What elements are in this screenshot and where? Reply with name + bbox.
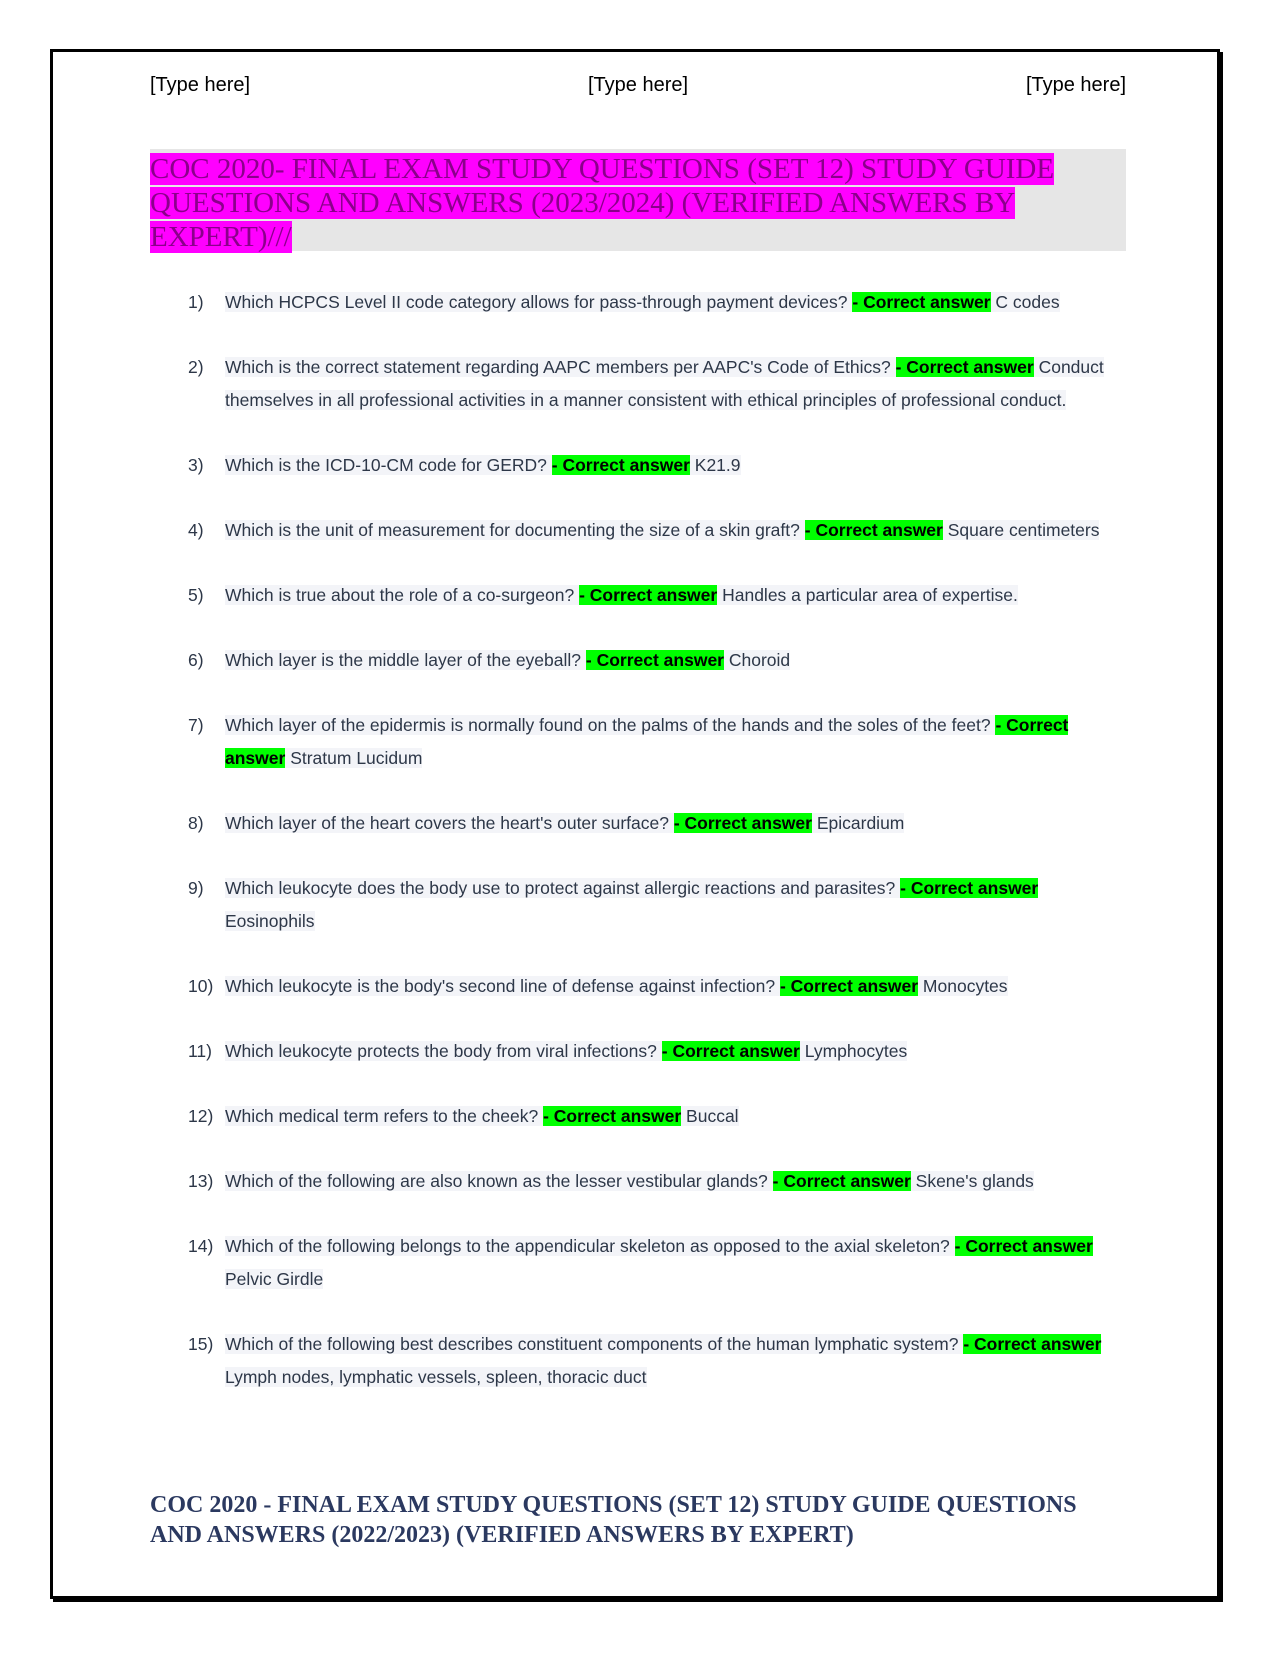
question-list: [150, 286, 1126, 1426]
question-content: [225, 813, 904, 833]
question-content: [225, 1334, 1101, 1387]
header-left-placeholder: [Type here]: [150, 74, 251, 96]
title-line-1: COC 2020- FINAL EXAM STUDY QUESTIONS (SET 12) STUDY GUIDE: [150, 153, 1055, 185]
question-item: [150, 514, 1126, 547]
question-content: [225, 1106, 739, 1126]
question-item: [150, 579, 1126, 612]
correct-answer-tag: - Correct answer: [963, 1334, 1102, 1354]
question-content: [225, 520, 1099, 540]
question-item: [150, 449, 1126, 482]
header-center-placeholder: [Type here]: [587, 74, 689, 96]
answer-text: Square centimeters: [947, 520, 1100, 540]
page-header: [150, 74, 1126, 104]
question-number: 6): [188, 650, 204, 670]
answer-text: Pelvic Girdle: [225, 1269, 324, 1289]
answer-text: Conduct themselves in all professional activities in a manner consistent with ethical principles of professional conduct.: [225, 357, 1104, 410]
correct-answer-tag: - Correct answer: [579, 585, 718, 605]
question-text: Which medical term refers to the cheek?: [225, 1106, 539, 1126]
question-number: 15): [188, 1334, 214, 1354]
question-item: [150, 709, 1126, 775]
question-number: 11): [188, 1041, 212, 1061]
question-item: [150, 1035, 1126, 1068]
question-text: Which of the following belongs to the appendicular skeleton as opposed to the axial skeleton?: [225, 1236, 950, 1256]
question-text: Which leukocyte is the body's second line of defense against infection?: [225, 976, 776, 996]
question-number: 1): [188, 292, 204, 312]
question-text: Which is the ICD-10-CM code for GERD?: [225, 455, 547, 475]
question-text: Which is true about the role of a co-surgeon?: [225, 585, 575, 605]
question-content: [225, 1236, 1093, 1289]
footer-title: [150, 1490, 1126, 1550]
question-content: [225, 292, 1060, 312]
question-item: [150, 644, 1126, 677]
question-text: Which leukocyte protects the body from viral infections?: [225, 1041, 657, 1061]
question-content: [225, 976, 1008, 996]
question-number: 10): [188, 976, 214, 996]
document-title-block: [150, 149, 1126, 251]
answer-text: Skene's glands: [915, 1171, 1034, 1191]
correct-answer-tag: - Correct answer: [900, 878, 1039, 898]
correct-answer-tag: - Correct answer: [779, 976, 919, 996]
question-content: [225, 650, 790, 670]
question-item: [150, 1328, 1126, 1394]
answer-text: K21.9: [694, 455, 741, 475]
question-content: [225, 585, 1018, 605]
document-title: [150, 152, 1126, 254]
question-number: 4): [188, 520, 204, 540]
footer-line-2: AND ANSWERS (2022/2023) (VERIFIED ANSWERS BY EXPERT): [150, 1522, 854, 1548]
answer-text: Handles a particular area of expertise.: [722, 585, 1018, 605]
question-content: [225, 1171, 1034, 1191]
question-text: Which of the following best describes constituent components of the human lymphatic system?: [225, 1334, 959, 1354]
question-item: [150, 970, 1126, 1003]
correct-answer-tag: - Correct answer: [551, 455, 690, 475]
question-content: [225, 357, 1104, 410]
question-content: [225, 1041, 907, 1061]
question-item: [150, 1100, 1126, 1133]
answer-text: Epicardium: [816, 813, 905, 833]
title-line-2: QUESTIONS AND ANSWERS (2023/2024) (VERIFIED ANSWERS BY: [150, 187, 1016, 219]
question-number: 13): [188, 1171, 214, 1191]
answer-text: Stratum Lucidum: [290, 748, 423, 768]
question-content: [225, 455, 741, 475]
correct-answer-tag: - Correct answer: [954, 1236, 1093, 1256]
question-content: [225, 878, 1038, 931]
question-text: Which leukocyte does the body use to protect against allergic reactions and parasites?: [225, 878, 896, 898]
question-text: Which is the unit of measurement for documenting the size of a skin graft?: [225, 520, 800, 540]
question-item: [150, 351, 1126, 417]
question-number: 3): [188, 455, 204, 475]
question-item: [150, 872, 1126, 938]
answer-text: Eosinophils: [225, 911, 315, 931]
question-text: Which is the correct statement regarding AAPC members per AAPC's Code of Ethics?: [225, 357, 891, 377]
correct-answer-tag: - Correct answer: [895, 357, 1034, 377]
question-number: 5): [188, 585, 204, 605]
footer-line-1: COC 2020 - FINAL EXAM STUDY QUESTIONS (SET 12) STUDY GUIDE QUESTIONS: [150, 1492, 1077, 1518]
question-number: 14): [188, 1236, 214, 1256]
correct-answer-tag: - Correct answer: [585, 650, 724, 670]
question-text: Which layer of the heart covers the heart's outer surface?: [225, 813, 669, 833]
question-number: 7): [188, 715, 204, 735]
question-number: 12): [188, 1106, 214, 1126]
correct-answer-tag: - Correct answer: [661, 1041, 800, 1061]
answer-text: Lymph nodes, lymphatic vessels, spleen, thoracic duct: [225, 1367, 647, 1387]
question-content: [225, 715, 1068, 768]
question-text: Which layer is the middle layer of the eyeball?: [225, 650, 582, 670]
question-item: [150, 1230, 1126, 1296]
correct-answer-tag: - Correct answer: [772, 1171, 911, 1191]
question-item: [150, 1165, 1126, 1198]
question-text: Which HCPCS Level II code category allows for pass-through payment devices?: [225, 292, 848, 312]
question-number: 2): [188, 357, 204, 377]
correct-answer-tag: - Correct answer: [673, 813, 812, 833]
header-right-placeholder: [Type here]: [1025, 74, 1126, 96]
answer-text: C codes: [995, 292, 1060, 312]
title-line-3: EXPERT)///: [150, 221, 292, 253]
question-text: Which of the following are also known as the lesser vestibular glands?: [225, 1171, 768, 1191]
question-number: 9): [188, 878, 204, 898]
question-item: [150, 807, 1126, 840]
answer-text: Monocytes: [922, 976, 1008, 996]
question-text: Which layer of the epidermis is normally found on the palms of the hands and the soles of the feet?: [225, 715, 991, 735]
correct-answer-tag: - Correct answer: [543, 1106, 682, 1126]
answer-text: Buccal: [686, 1106, 739, 1126]
answer-text: Choroid: [728, 650, 791, 670]
correct-answer-tag: - Correct answer: [852, 292, 991, 312]
correct-answer-tag: - Correct answer: [804, 520, 943, 540]
question-item: [150, 286, 1126, 319]
correct-answer-tag: - Correct answer: [225, 715, 1069, 768]
question-number: 8): [188, 813, 204, 833]
answer-text: Lymphocytes: [804, 1041, 908, 1061]
